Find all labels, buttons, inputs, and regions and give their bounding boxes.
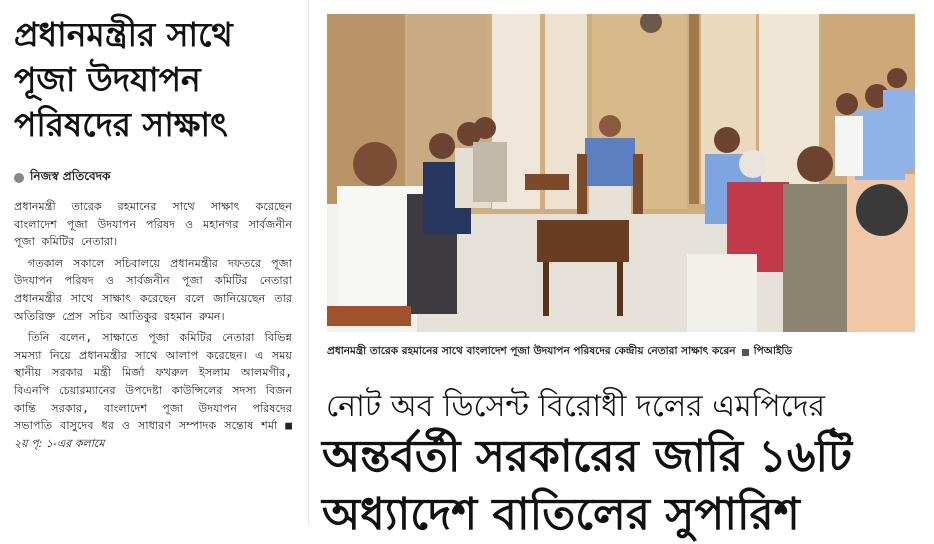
- continued-on-link[interactable]: ২য় পৃ: ১-এর কলামে: [14, 436, 105, 450]
- column-divider: [308, 0, 309, 525]
- photo-credit: পিআইডি: [753, 345, 793, 357]
- byline-text: নিজস্ব প্রতিবেদক: [30, 169, 111, 183]
- continuation-marker-icon: ■: [285, 419, 292, 433]
- article-paragraph-2: গতকাল সকালে সচিবালয়ে প্রধানমন্ত্রীর দফতরে পূজা উদযাপন পরিষদ ও সার্বজনীন পূজা কমিটির নেতারা প্রধানমন্ত্রীর সাথে সাক্ষাৎ করেছেন বলে জানিয়েছেন তার অতিরিক্ত প্রেস সচিব আতিকুর রহমান রুমন।: [14, 256, 292, 323]
- lead-article: [0, 0, 305, 525]
- article-paragraph-3-text: তিনি বলেন, সাক্ষাতে পূজা কমিটির নেতারা বিভিন্ন সমস্যা নিয়ে প্রধানমন্ত্রীর সাথে আলাপ করেছেন। এ সময় স্থানীয় সরকার মন্ত্রী মির্জা ফখরুল ইসলাম আলমগীর, বিএনপি চেয়ারম্যানের উপদেষ্টা কাউন্সিলের সদস্য বিজন কান্তি সরকার, বাংলাদেশ পূজা উদযাপন পরিষদের সভাপতি বাসুদেব ধর ও সাধারণ সম্পাদক সন্তোষ শর্মা: [14, 331, 292, 433]
- article-headline[interactable]: [14, 12, 304, 147]
- article-paragraph-1: প্রধানমন্ত্রী তারেক রহমানের সাথে সাক্ষাৎ করেছেন বাংলাদেশ পূজা উদযাপন পরিষদ ও মহানগর সার্বজনীন পূজা কমিটির নেতারা।: [14, 200, 292, 249]
- story-kicker: নোট অব ডিসেন্ট বিরোধী দলের এমপিদের: [326, 389, 825, 424]
- headline-line-2: পূজা উদযাপন: [14, 60, 201, 99]
- second-headline-line-2: অধ্যাদেশ বাতিলের সুপারিশ: [322, 489, 800, 540]
- caption-separator-icon: [742, 349, 749, 356]
- article-paragraph-3: [14, 329, 292, 452]
- byline: [14, 168, 110, 188]
- headline-line-1: প্রধানমন্ত্রীর সাথে: [14, 15, 233, 54]
- news-photo[interactable]: [327, 14, 915, 332]
- headline-line-3: পরিষদের সাক্ষাৎ: [14, 105, 228, 144]
- second-headline-line-1: অন্তর্বর্তী সরকারের জারি ১৬টি: [322, 431, 853, 482]
- bullet-icon: [14, 173, 24, 183]
- photo-caption: [327, 344, 919, 361]
- article-body: [14, 198, 292, 456]
- caption-text: প্রধানমন্ত্রী তারেক রহমানের সাথে বাংলাদেশ পূজা উদযাপন পরিষদের কেন্দ্রীয় নেতারা সাক্ষাৎ করেন: [327, 345, 736, 357]
- second-story-headline[interactable]: [322, 428, 934, 544]
